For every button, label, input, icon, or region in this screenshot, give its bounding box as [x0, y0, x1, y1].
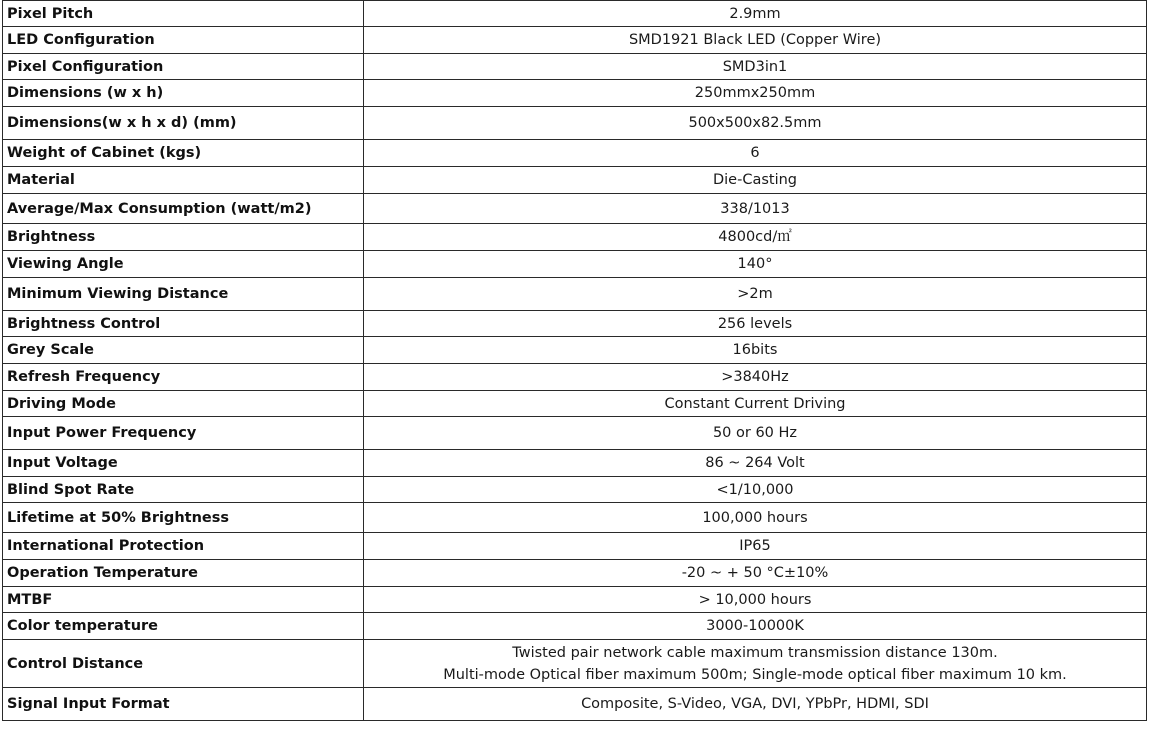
table-row: [3, 194, 1147, 224]
table-row: [3, 503, 1147, 533]
spec-label: Brightness: [3, 224, 364, 251]
spec-value: 2.9mm: [364, 1, 1147, 27]
table-row: [3, 140, 1147, 167]
spec-value: 16bits: [364, 337, 1147, 364]
spec-value: SMD3in1: [364, 54, 1147, 80]
spec-label: MTBF: [3, 587, 364, 613]
spec-label: Average/Max Consumption (watt/m2): [3, 194, 364, 224]
table-row: [3, 613, 1147, 640]
spec-label: Signal Input Format: [3, 688, 364, 721]
table-row: [3, 80, 1147, 107]
spec-value: >3840Hz: [364, 364, 1147, 391]
table-row: [3, 364, 1147, 391]
spec-value: Die-Casting: [364, 167, 1147, 194]
spec-value: Composite, S-Video, VGA, DVI, YPbPr, HDMI, SDI: [364, 688, 1147, 721]
spec-label: Minimum Viewing Distance: [3, 278, 364, 311]
spec-label: Dimensions(w x h x d) (mm): [3, 107, 364, 140]
spec-value: 256 levels: [364, 311, 1147, 337]
spec-value: 100,000 hours: [364, 503, 1147, 533]
spec-label: Input Power Frequency: [3, 417, 364, 450]
spec-label: Viewing Angle: [3, 251, 364, 278]
spec-value: 86 ~ 264 Volt: [364, 450, 1147, 477]
spec-label: Pixel Pitch: [3, 1, 364, 27]
table-row: [3, 391, 1147, 417]
table-row: [3, 640, 1147, 688]
spec-label: Operation Temperature: [3, 560, 364, 587]
spec-label: Lifetime at 50% Brightness: [3, 503, 364, 533]
spec-value: 250mmx250mm: [364, 80, 1147, 107]
spec-label: Color temperature: [3, 613, 364, 640]
spec-value: 500x500x82.5mm: [364, 107, 1147, 140]
table-row: [3, 477, 1147, 503]
table-row: [3, 417, 1147, 450]
spec-label: Input Voltage: [3, 450, 364, 477]
spec-label: Pixel Configuration: [3, 54, 364, 80]
spec-label: LED Configuration: [3, 27, 364, 54]
spec-value: >2m: [364, 278, 1147, 311]
spec-value: 6: [364, 140, 1147, 167]
spec-value: 3000-10000K: [364, 613, 1147, 640]
spec-value: Constant Current Driving: [364, 391, 1147, 417]
table-row: [3, 27, 1147, 54]
spec-value: SMD1921 Black LED (Copper Wire): [364, 27, 1147, 54]
spec-value: 4800cd/㎡: [364, 224, 1147, 251]
table-row: [3, 224, 1147, 251]
spec-value: <1/10,000: [364, 477, 1147, 503]
table-row: [3, 107, 1147, 140]
spec-label: Grey Scale: [3, 337, 364, 364]
spec-label: Weight of Cabinet (kgs): [3, 140, 364, 167]
table-row: [3, 560, 1147, 587]
table-row: [3, 533, 1147, 560]
spec-label: Driving Mode: [3, 391, 364, 417]
table-row: [3, 167, 1147, 194]
spec-value: IP65: [364, 533, 1147, 560]
spec-label: Dimensions (w x h): [3, 80, 364, 107]
spec-value: [364, 640, 1147, 688]
spec-label: Material: [3, 167, 364, 194]
spec-label: Refresh Frequency: [3, 364, 364, 391]
table-row: [3, 311, 1147, 337]
table-row: [3, 450, 1147, 477]
spec-label: Control Distance: [3, 640, 364, 688]
spec-value: 50 or 60 Hz: [364, 417, 1147, 450]
spec-label: International Protection: [3, 533, 364, 560]
table-row: [3, 337, 1147, 364]
table-row: [3, 278, 1147, 311]
table-row: [3, 587, 1147, 613]
spec-label: Blind Spot Rate: [3, 477, 364, 503]
table-row: [3, 251, 1147, 278]
table-row: [3, 688, 1147, 721]
spec-value: 140°: [364, 251, 1147, 278]
spec-value: > 10,000 hours: [364, 587, 1147, 613]
spec-value-line: Multi-mode Optical fiber maximum 500m; Single-mode optical fiber maximum 10 km.: [443, 666, 1067, 683]
spec-value-line: Twisted pair network cable maximum transmission distance 130m.: [512, 644, 998, 661]
spec-table: [2, 0, 1147, 721]
table-row: [3, 54, 1147, 80]
spec-label: Brightness Control: [3, 311, 364, 337]
table-row: [3, 1, 1147, 27]
spec-value: -20 ~ + 50 °C±10%: [364, 560, 1147, 587]
spec-value: 338/1013: [364, 194, 1147, 224]
